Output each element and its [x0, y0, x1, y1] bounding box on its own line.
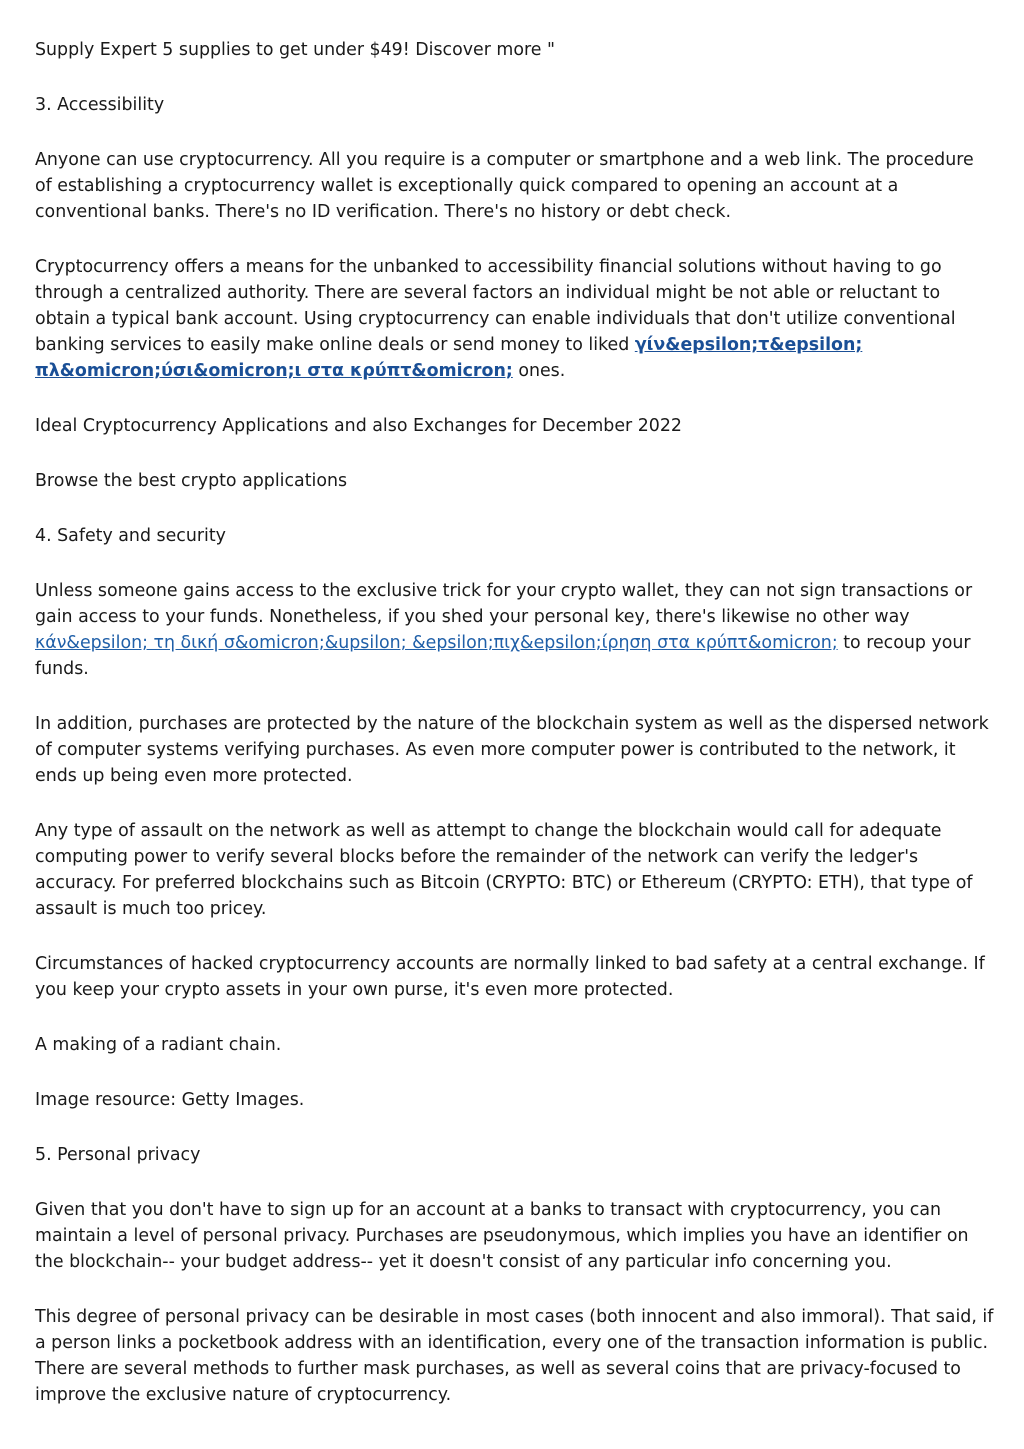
- paragraph-blockchain-protection: In addition, purchases are protected by the nature of the blockchain system as well as the dispersed network of computer systems verifying purchases. As even more computer power is contributed to the network, it ends up being even more protected.: [35, 714, 989, 786]
- section-heading-privacy: 5. Personal privacy: [35, 1145, 201, 1165]
- promo-line: Supply Expert 5 supplies to get under $49! Discover more ": [35, 40, 555, 60]
- paragraph-network-assault: Any type of assault on the network as well as attempt to change the blockchain would call for adequate computing power to verify several blocks before the remainder of the network can verify the ledger's accuracy. For preferred blockchains such as Bitcoin (CRYPTO: BTC) or Ethereum (CRYPTO: ETH), that type of assault is much too pricey.: [35, 821, 973, 919]
- paragraph-browse-apps: Browse the best crypto applications: [35, 471, 348, 491]
- paragraph-image-source: Image resource: Getty Images.: [35, 1090, 305, 1110]
- paragraph-ideal-apps: Ideal Cryptocurrency Applications and also Exchanges for December 2022: [35, 416, 682, 436]
- paragraph-text: Unless someone gains access to the exclusive trick for your crypto wallet, they can not sign transactions or gain access to your funds. Nonetheless, if you shed your personal key, there's likewise no other way: [35, 581, 973, 627]
- paragraph-privacy-intro: Given that you don't have to sign up for an account at a banks to transact with cryptocurrency, you can maintain a level of personal privacy. Purchases are pseudonymous, which implies you have an identifier on the blockchain-- your budget address-- yet it doesn't consist of any particular info concerning you.: [35, 1200, 969, 1272]
- paragraph-image-caption: A making of a radiant chain.: [35, 1035, 282, 1055]
- paragraph-accessibility-intro: Anyone can use cryptocurrency. All you require is a computer or smartphone and a web link. The procedure of establishing a cryptocurrency wallet is exceptionally quick compared to opening an account at a conventional banks. There's no ID verification. There's no history or debt check.: [35, 150, 974, 222]
- inline-link-crypto-business[interactable]: κάν&epsilon; τη δική σ&omicron;&upsilon; &epsilon;πιχ&epsilon;ίρηση στα κρύπτ&omicron;: [35, 633, 838, 653]
- paragraph-hacked-accounts: Circumstances of hacked cryptocurrency accounts are normally linked to bad safety at a central exchange. If you keep your crypto assets in your own purse, it's even more protected.: [35, 954, 985, 1000]
- paragraph-privacy-degree: This degree of personal privacy can be desirable in most cases (both innocent and also immoral). That said, if a person links a pocketbook address with an identification, every one of the transaction information is public. There are several methods to further mask purchases, as well as several coins that are privacy-focused to improve the exclusive nature of cryptocurrency.: [35, 1307, 994, 1405]
- section-heading-safety: 4. Safety and security: [35, 526, 226, 546]
- paragraph-text: Cryptocurrency offers a means for the unbanked to accessibility financial solutions without having to go through a centralized authority. There are several factors an individual might be not able or reluctant to obtain a typical bank account. Using cryptocurrency can enable individuals that don't utilize conventional banking services to easily make online deals or send money to liked: [35, 257, 956, 355]
- document-body: [35, 37, 995, 1437]
- section-heading-accessibility: 3. Accessibility: [35, 95, 165, 115]
- inline-link-crypto-rich[interactable]: γίν&epsilon;τ&epsilon; πλ&omicron;ύσι&omicron;ι στα κρύπτ&omicron;: [35, 335, 863, 381]
- paragraph-text: ones.: [512, 361, 566, 381]
- paragraph-text: to recoup your funds.: [35, 633, 971, 679]
- paragraph-private-key: [35, 578, 995, 682]
- paragraph-unbanked: [35, 254, 995, 384]
